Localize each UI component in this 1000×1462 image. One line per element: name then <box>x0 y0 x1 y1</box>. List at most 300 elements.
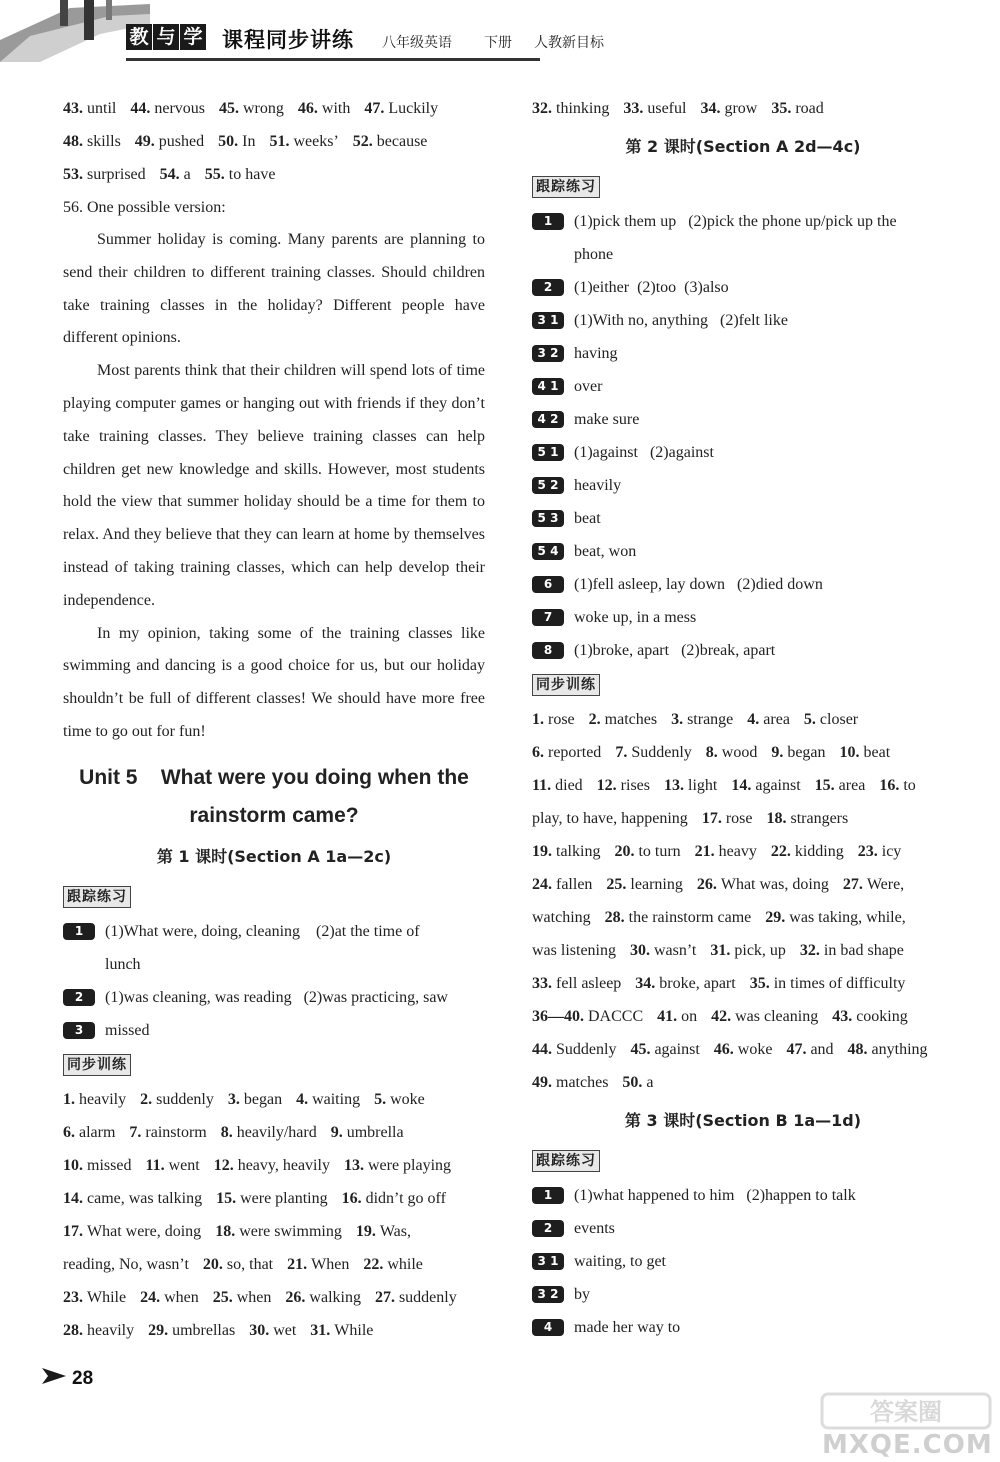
answer-item <box>804 703 858 736</box>
answer-item <box>532 901 591 934</box>
answer-number: 30. <box>249 1321 274 1339</box>
practice-item <box>532 502 954 535</box>
answer-number: 11. <box>145 1156 169 1174</box>
practice-answer: beat <box>574 510 601 527</box>
practice-item <box>532 403 954 436</box>
answer-text: suddenly <box>398 1288 457 1306</box>
answer-number: 45. <box>630 1041 655 1058</box>
practice-item <box>63 981 485 1014</box>
practice-item <box>532 634 954 667</box>
answer-number: 14. <box>63 1189 87 1207</box>
answer-number: 46. <box>297 100 322 117</box>
lesson-title: 第 1 课时(Section A 1a—2c) <box>156 846 392 866</box>
answer-number: 21. <box>694 843 719 860</box>
answer-number: 28. <box>604 909 629 926</box>
answer-number: 13. <box>343 1156 368 1174</box>
answer-number: 32. <box>799 942 824 959</box>
answer-number: 5. <box>374 1090 391 1108</box>
answer-number: 4. <box>296 1090 313 1108</box>
answer-item <box>145 1149 199 1182</box>
answer-text: closer <box>819 711 859 728</box>
answer-text: rose <box>548 711 575 728</box>
answer-line <box>63 1281 485 1314</box>
answer-line <box>63 125 485 158</box>
practice-item <box>532 535 954 568</box>
answer-line <box>532 802 954 835</box>
answer-line <box>63 1116 485 1149</box>
unit-title-line: rainstorm came? <box>189 803 359 827</box>
practice-item <box>532 1278 954 1311</box>
answer-item <box>532 967 621 1000</box>
answer-item <box>771 835 844 868</box>
answer-text: What was, doing <box>720 876 829 893</box>
answer-item <box>344 1149 451 1182</box>
answer-text: Suddenly <box>631 744 692 761</box>
answer-number: 43. <box>832 1008 857 1025</box>
question-number-badge: 1 <box>532 213 564 230</box>
practice-answer: made her way to <box>574 1319 681 1336</box>
answer-item <box>750 967 906 1000</box>
question-number-badge: 1 <box>532 1187 564 1204</box>
answer-text: talking <box>556 843 601 860</box>
practice-item <box>532 205 954 238</box>
answer-item <box>657 1000 697 1033</box>
answer-number: 28. <box>63 1321 87 1339</box>
answer-item <box>832 1000 908 1033</box>
answer-number: 32. <box>532 100 556 117</box>
answer-number: 11. <box>532 777 556 794</box>
practice-item <box>532 1179 954 1212</box>
answer-item <box>800 934 904 967</box>
answer-text: weeks’ <box>293 133 339 150</box>
answer-item <box>140 1083 214 1116</box>
essay-paragraph: Most parents think that their children will spend lots of time playing computer games or hanging out with friends if they don’t take training classes. They believe training classes can help children get new knowledge and skills. However, most students hold the view that summer holiday should be a time for them to relax. And they believe that they can learn at home by themselves instead of taking training classes, which can help develop their independence. <box>63 362 485 609</box>
practice-answer-continued: lunch <box>105 955 141 973</box>
answer-text: Suddenly <box>556 1041 617 1058</box>
answer-line <box>532 703 954 736</box>
answer-text: were playing <box>367 1156 452 1174</box>
answer-text: fell asleep <box>556 975 622 992</box>
practice-answer: (1)was cleaning, was reading (2)was practicing, saw <box>105 988 448 1006</box>
answer-number: 24. <box>532 876 556 893</box>
answer-item <box>697 868 829 901</box>
answer-number: 9. <box>771 744 788 761</box>
answer-text: wasn’t <box>654 942 697 959</box>
answer-item <box>771 736 825 769</box>
answer-item <box>532 802 688 835</box>
answer-text: the rainstorm came <box>628 909 752 926</box>
practice-item <box>532 568 954 601</box>
answer-text: grow <box>724 100 758 117</box>
answer-number: 42. <box>711 1008 736 1025</box>
answer-number: 30. <box>630 942 654 959</box>
answer-number: 36—40. <box>532 1008 588 1025</box>
answer-item <box>135 125 204 158</box>
practice-answer: by <box>574 1286 590 1303</box>
practice-answer: over <box>574 378 603 395</box>
practice-answer: having <box>574 345 618 362</box>
answer-number: 2. <box>588 711 605 728</box>
answer-text: Were, <box>866 876 905 893</box>
practice-answer: beat, won <box>574 543 637 560</box>
answer-item <box>623 92 686 125</box>
answer-number: 31. <box>310 1321 335 1339</box>
answer-number: 33. <box>623 100 648 117</box>
answer-line <box>532 769 954 802</box>
answer-number: 52. <box>352 133 377 150</box>
answer-line <box>63 1248 485 1281</box>
answer-text: rises <box>620 777 650 794</box>
answer-line <box>532 835 954 868</box>
answer-text: pushed <box>158 133 205 150</box>
answer-item <box>63 1248 189 1281</box>
answer-item <box>532 1000 643 1033</box>
question-number-badge: 5 4 <box>532 543 564 560</box>
answer-item <box>63 92 116 125</box>
answer-number: 44. <box>532 1041 556 1058</box>
answer-line <box>532 736 954 769</box>
answer-item <box>532 736 601 769</box>
answer-item <box>635 967 735 1000</box>
answer-line <box>63 1314 485 1347</box>
answer-number: 24. <box>140 1288 165 1306</box>
answer-text: matches <box>604 711 658 728</box>
answer-text: heavy, heavily <box>237 1156 330 1174</box>
answer-number: 23. <box>857 843 882 860</box>
answer-text: wet <box>273 1321 297 1339</box>
answer-text: while <box>387 1255 423 1273</box>
answer-text: with <box>321 100 351 117</box>
track-practice-list <box>532 1179 954 1344</box>
answer-line <box>63 1149 485 1182</box>
practice-answer: (1)With no, anything (2)felt like <box>574 312 788 329</box>
question-number-badge: 7 <box>532 609 564 626</box>
answer-item <box>375 1281 457 1314</box>
answer-line <box>532 1000 954 1033</box>
answer-number: 26. <box>285 1288 310 1306</box>
answer-item <box>766 802 848 835</box>
practice-item <box>532 337 954 370</box>
answer-item <box>287 1248 349 1281</box>
answer-item <box>219 92 284 125</box>
answer-item <box>765 901 905 934</box>
answer-item <box>63 1281 126 1314</box>
question-number-badge: 3 <box>63 1022 95 1039</box>
answer-item <box>589 703 657 736</box>
answer-number: 10. <box>839 744 864 761</box>
answer-line <box>63 1083 485 1116</box>
answer-text: Was, <box>379 1222 411 1240</box>
question-number-badge: 8 <box>532 642 564 659</box>
answer-text: fallen <box>556 876 593 893</box>
answer-number: 25. <box>606 876 631 893</box>
answer-text: surprised <box>87 166 146 183</box>
answer-number: 5. <box>803 711 820 728</box>
answer-text: reported <box>548 744 602 761</box>
answer-number: 54. <box>159 166 184 183</box>
question-number-badge: 5 1 <box>532 444 564 461</box>
answer-text: nervous <box>154 100 205 117</box>
answer-number: 46. <box>713 1041 738 1058</box>
answer-block-top <box>63 92 485 191</box>
answer-item <box>606 868 682 901</box>
answer-item <box>298 92 350 125</box>
answer-item <box>532 1033 616 1066</box>
answer-item <box>215 1215 342 1248</box>
answer-text: learning <box>630 876 683 893</box>
answer-text: a <box>646 1074 654 1091</box>
unit-title <box>63 759 485 835</box>
answer-text: because <box>376 133 428 150</box>
answer-item <box>269 125 338 158</box>
question-number-badge: 2 <box>63 989 95 1006</box>
answer-text: useful <box>647 100 687 117</box>
answer-text: when <box>164 1288 199 1306</box>
answer-text: came, was talking <box>87 1189 203 1207</box>
answer-number: 29. <box>148 1321 173 1339</box>
answer-text: to have <box>228 166 276 183</box>
answer-number: 41. <box>657 1008 682 1025</box>
answer-text: to turn <box>638 843 681 860</box>
answer-number: 14. <box>731 777 756 794</box>
practice-answer: (1)what happened to him (2)happen to talk <box>574 1187 856 1204</box>
answer-number: 6. <box>63 1123 79 1141</box>
answer-text: to <box>903 777 916 794</box>
answer-item <box>364 92 438 125</box>
answer-number: 33. <box>532 975 556 992</box>
answer-item <box>63 1083 126 1116</box>
answer-text: so, that <box>226 1255 274 1273</box>
answer-item <box>331 1116 404 1149</box>
answer-number: 44. <box>130 100 155 117</box>
brand-char: 学 <box>180 24 206 50</box>
svg-text:答案圈: 答案圈 <box>870 1398 942 1426</box>
series-title: 课程同步讲练 <box>222 28 354 52</box>
answer-item <box>221 1116 317 1149</box>
answer-text: anything <box>871 1041 928 1058</box>
answer-item <box>671 703 733 736</box>
answer-text: wrong <box>243 100 284 117</box>
answer-number: 12. <box>213 1156 238 1174</box>
page-header <box>0 0 1000 62</box>
track-practice-list <box>63 915 485 1047</box>
answer-item <box>700 92 757 125</box>
answer-text: While <box>87 1288 127 1306</box>
answer-text: road <box>795 100 824 117</box>
section-tag-track: 跟踪练习 <box>63 886 131 908</box>
answer-number: 9. <box>330 1123 347 1141</box>
answer-item <box>129 1116 206 1149</box>
answer-item <box>228 1083 282 1116</box>
answer-text: strange <box>687 711 734 728</box>
answer-text: a <box>183 166 191 183</box>
answer-item <box>702 802 753 835</box>
answer-item <box>879 769 915 802</box>
grade-label: 八年级英语 <box>382 35 452 51</box>
answer-item <box>296 1083 360 1116</box>
answer-item <box>203 1248 273 1281</box>
answer-number: 55. <box>204 166 229 183</box>
answer-number: 49. <box>532 1074 556 1091</box>
answer-text: umbrella <box>346 1123 404 1141</box>
answer-item <box>615 736 691 769</box>
answer-item <box>532 934 616 967</box>
answer-item <box>622 1066 653 1099</box>
answer-line <box>532 934 954 967</box>
answer-text: began <box>243 1090 283 1108</box>
lesson-title: 第 3 课时(Section B 1a—1d) <box>624 1111 862 1130</box>
question-number-badge: 6 <box>532 576 564 593</box>
answer-item <box>706 736 758 769</box>
answer-number: 1. <box>63 1090 79 1108</box>
answer-text: was cleaning <box>735 1008 819 1025</box>
answer-line <box>532 868 954 901</box>
answer-text: heavy <box>718 843 757 860</box>
answer-text: in times of difficulty <box>773 975 906 992</box>
answer-text: heavily <box>79 1090 127 1108</box>
answer-text: area <box>838 777 866 794</box>
answer-line <box>532 92 954 125</box>
answer-item <box>532 835 600 868</box>
practice-item <box>532 1311 954 1344</box>
edition-label: 人教新目标 <box>534 35 604 51</box>
section-tag-track: 跟踪练习 <box>532 176 600 198</box>
answer-number: 2. <box>140 1090 157 1108</box>
answer-text: rainstorm <box>145 1123 207 1141</box>
answer-number: 19. <box>532 843 556 860</box>
answer-item <box>140 1281 199 1314</box>
answer-item <box>710 934 786 967</box>
question-number-badge: 3 1 <box>532 312 564 329</box>
answer-text: woke <box>737 1041 773 1058</box>
answer-number: 18. <box>766 810 791 827</box>
answer-text: against <box>755 777 801 794</box>
answer-text: skills <box>87 133 121 150</box>
answer-line <box>532 1033 954 1066</box>
answer-item <box>664 769 717 802</box>
answer-item <box>374 1083 425 1116</box>
answer-number: 8. <box>220 1123 237 1141</box>
answer-text: against <box>654 1041 700 1058</box>
answer-item <box>363 1248 423 1281</box>
answer-item <box>532 92 609 125</box>
answer-item <box>63 1314 134 1347</box>
question-number-badge: 2 <box>532 1220 564 1237</box>
answer-text: rose <box>725 810 753 827</box>
answer-line <box>63 1182 485 1215</box>
answer-block-top <box>532 92 954 125</box>
practice-answer: (1)broke, apart (2)break, apart <box>574 642 776 659</box>
answer-text: in bad shape <box>823 942 904 959</box>
answer-number: 26. <box>696 876 721 893</box>
answer-text: play, to have, happening <box>532 810 688 827</box>
question-number-badge: 3 2 <box>532 1286 564 1303</box>
practice-item <box>63 1014 485 1047</box>
answer-number: 53. <box>63 166 87 183</box>
answer-text: went <box>168 1156 200 1174</box>
answer-number: 13. <box>664 777 688 794</box>
page-arrow-icon <box>42 1366 68 1386</box>
practice-answer: (1)What were, doing, cleaning (2)at the time of <box>105 922 420 940</box>
answer-number: 51. <box>269 133 294 150</box>
answer-item <box>310 1314 373 1347</box>
answer-text: began <box>787 744 826 761</box>
practice-answer: woke up, in a mess <box>574 609 697 626</box>
practice-answer: (1)fell asleep, lay down (2)died down <box>574 576 823 593</box>
answer-item <box>532 868 592 901</box>
answer-item <box>216 1182 328 1215</box>
practice-item <box>532 436 954 469</box>
answer-number: 50. <box>622 1074 647 1091</box>
answer-number: 45. <box>219 100 243 117</box>
answer-number: 35. <box>749 975 774 992</box>
answer-text: heavily/hard <box>236 1123 317 1141</box>
track-practice-list <box>532 205 954 667</box>
answer-item <box>840 736 891 769</box>
answer-text: broke, apart <box>659 975 736 992</box>
answer-item <box>249 1314 296 1347</box>
answer-text: umbrellas <box>172 1321 236 1339</box>
answer-number: 16. <box>341 1189 366 1207</box>
answer-line <box>532 1066 954 1099</box>
answer-number: 6. <box>532 744 548 761</box>
answer-item <box>63 1215 201 1248</box>
section-tag-sync: 同步训练 <box>63 1054 131 1076</box>
answer-text: icy <box>881 843 902 860</box>
practice-item <box>532 271 954 304</box>
answer-number: 48. <box>63 133 87 150</box>
answer-number: 23. <box>63 1288 87 1306</box>
practice-answer: waiting, to get <box>574 1253 666 1270</box>
brand-char: 与 <box>153 24 179 50</box>
answer-text: when <box>236 1288 272 1306</box>
answer-text: strangers <box>790 810 849 827</box>
answer-text: until <box>87 100 117 117</box>
answer-item <box>63 1182 202 1215</box>
answer-item <box>285 1281 361 1314</box>
answer-item <box>532 703 575 736</box>
answer-number: 47. <box>786 1041 811 1058</box>
question-number-badge: 5 2 <box>532 477 564 494</box>
header-rule <box>126 58 540 61</box>
question-number-badge: 5 3 <box>532 510 564 527</box>
answer-item <box>148 1314 235 1347</box>
answer-number: 47. <box>364 100 389 117</box>
answer-item <box>532 769 583 802</box>
answer-number: 10. <box>63 1156 87 1174</box>
section-tag-track: 跟踪练习 <box>532 1150 600 1172</box>
question-number-badge: 3 1 <box>532 1253 564 1270</box>
answer-item <box>695 835 757 868</box>
answer-line <box>532 901 954 934</box>
answer-item <box>597 769 650 802</box>
answer-item <box>815 769 866 802</box>
answer-text: When <box>311 1255 350 1273</box>
answer-item <box>771 92 823 125</box>
answer-line <box>63 92 485 125</box>
brand-logo <box>126 24 207 50</box>
question-number-badge: 4 <box>532 1319 564 1336</box>
practice-item <box>532 1212 954 1245</box>
answer-line <box>63 1215 485 1248</box>
page-number: 28 <box>72 1368 94 1389</box>
answer-number: 34. <box>635 975 660 992</box>
answer-item <box>63 1116 115 1149</box>
answer-text: area <box>763 711 790 728</box>
answer-text: didn’t go off <box>365 1189 446 1207</box>
answer-text: kidding <box>794 843 844 860</box>
answer-number: 34. <box>700 100 725 117</box>
